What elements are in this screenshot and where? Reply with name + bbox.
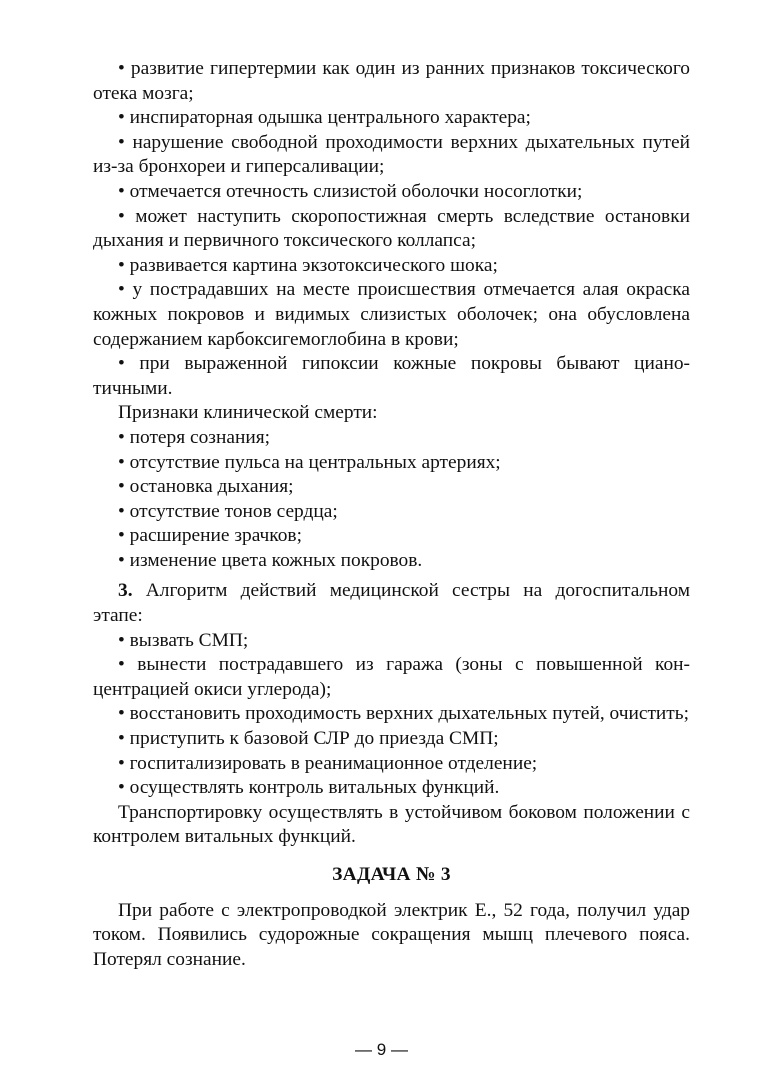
algorithm-heading xyxy=(93,579,690,628)
list-item: • развитие гипертермии как один из ранних признаков токсического отека мозга; xyxy=(93,57,690,106)
page-content xyxy=(93,57,690,972)
task-text: При работе с электропроводкой электрик Е., 52 года, получил удар током. Появились судорожные сокращения мышц плечевого пояса. Потерял сознание. xyxy=(93,899,690,970)
list-item: • у пострадавших на месте происшествия отмечается алая окраска кожных покровов и видимых слизистых оболочек; она обусловлена содержанием карбоксигемоглобина в крови; xyxy=(93,278,690,352)
list-item: • развивается картина экзотоксического шока; xyxy=(93,254,690,279)
list-item: • госпитализировать в реанимационное отделение; xyxy=(93,752,690,777)
algorithm-number: 3. xyxy=(118,580,133,602)
list-item: • нарушение свободной проходимости верхних дыхательных путей из-за бронхореи и гиперсаливации; xyxy=(93,131,690,180)
list-item: • остановка дыхания; xyxy=(93,475,690,500)
list-item: • изменение цвета кожных покровов. xyxy=(93,549,690,574)
algorithm-text: Алгоритм действий медицинской сестры на догоспитальном этапе: xyxy=(93,580,691,627)
list-item: • отмечается отечность слизистой оболочки носоглотки; xyxy=(93,180,690,205)
list-item: • может наступить скоропостижная смерть вследствие остановки дыхания и первичного токсического коллапса; xyxy=(93,205,690,254)
list-item: • вызвать СМП; xyxy=(93,629,690,654)
list-item: • отсутствие тонов сердца; xyxy=(93,500,690,525)
list-item: • приступить к базовой СЛР до приезда СМП; xyxy=(93,727,690,752)
list-item: • осуществлять контроль витальных функций. xyxy=(93,776,690,801)
task-heading: ЗАДАЧА № 3 xyxy=(332,864,451,885)
list-item: • инспираторная одышка центрального характера; xyxy=(93,106,690,131)
list-item: • при выраженной гипоксии кожные покровы бывают цианотичными. xyxy=(93,352,690,401)
page-number: — 9 — xyxy=(355,1040,408,1059)
transport-note: Транспортировку осуществлять в устойчивом боковом положении с контролем витальных функций. xyxy=(93,801,690,848)
list-item: • восстановить проходимость верхних дыхательных путей, очистить; xyxy=(93,702,690,727)
list-item: • вынести пострадавшего из гаража (зоны с повышенной концентрацией окиси углерода); xyxy=(93,653,690,702)
list-item: • отсутствие пульса на центральных артериях; xyxy=(93,451,690,476)
list-item: • потеря сознания; xyxy=(93,426,690,451)
list-item: • расширение зрачков; xyxy=(93,524,690,549)
clinical-death-intro: Признаки клинической смерти: xyxy=(118,402,378,424)
